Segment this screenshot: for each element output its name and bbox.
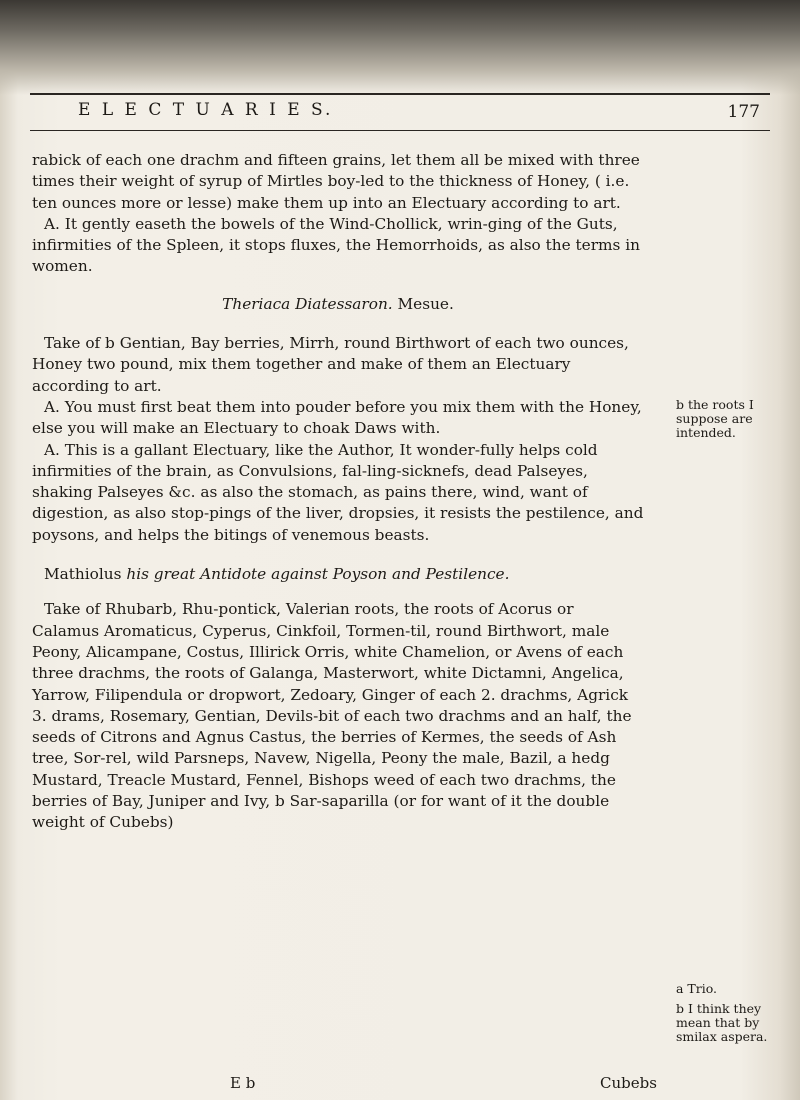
running-title: E L E C T U A R I E S.	[78, 100, 334, 120]
note-line: mean that by	[676, 1015, 760, 1030]
margin-note-roots	[676, 398, 754, 440]
heading-author: Mesue.	[392, 294, 454, 313]
signature-mark: E b	[230, 1074, 256, 1092]
page-top-shadow	[0, 0, 800, 95]
paragraph-theriaca-recipe: Take of b Gentian, Bay berries, Mirrh, round Birthwort of each two ounces, Honey two pound, mix them together and make of them an Electuary according to art.	[32, 334, 629, 395]
margin-note-smilax	[676, 1002, 767, 1044]
heading-title: Theriaca Diatessaron.	[222, 294, 393, 313]
main-text	[32, 150, 644, 834]
note-line: a Trio.	[676, 981, 718, 996]
running-header	[38, 100, 778, 140]
section-heading-theriaca	[32, 294, 644, 315]
top-rule	[30, 93, 770, 95]
section-heading-antidote	[32, 564, 644, 585]
note-line: intended.	[676, 425, 736, 440]
paragraph-virtues: A. It gently easeth the bowels of the Wind-Chollick, wrin-ging of the Guts, infirmities of the Spleen, it stops fluxes, the Hemorrhoids, as also the terms in women.	[32, 214, 640, 276]
page-number: 177	[727, 102, 760, 122]
note-line: b the roots I	[676, 397, 754, 412]
header-rule	[30, 130, 770, 131]
note-line: smilax aspera.	[676, 1029, 768, 1044]
paragraph-theriaca-virtues: A. This is a gallant Electuary, like the Author, It wonder-fully helps cold infirmities of the brain, as Convulsions, fal-ling-sicknefs, dead Palseyes, shaking Palseyes &c. as also the stomach, as pains there, wind, want of digestion, as also stop-pings of the liver, dropsies, it resists the pestilence, and poysons, and helps the bitings of venemous beasts.	[32, 440, 644, 544]
paragraph-antidote-recipe: Take of Rhubarb, Rhu-pontick, Valerian roots, the roots of Acorus or Calamus Aromaticus, Cyperus, Cinkfoil, Tormen-til, round Birthwort, male Peony, Alicampane, Costus, Illirick Orris, white Chamelion, or Avens of each three drachms, the roots of Galanga, Masterwort, white Dictamni, Angelica, Yarrow, Filipendula or dropwort, Zedoary, Ginger of each 2. drachms, Agrick 3. drams, Rosemary, Gentian, Devils-bit of each two drachms and an half, the seeds of Citrons and Agnus Castus, the berries of Kermes, the seeds of Ash tree, Sor-rel, wild Parsneps, Navew, Nigella, Peony the male, Bazil, a hedg Mustard, Treacle Mustard, Fennel, Bishops weed of each two drachms, the berries of Bay, Juniper and Ivy, b Sar-saparilla (or for want of it the double weight of Cubebs)	[32, 600, 632, 832]
heading-title: his great Antidote against Poyson and Pestilence.	[126, 565, 510, 584]
catchword: Cubebs	[600, 1074, 657, 1092]
paragraph-recipe-end: rabick of each one drachm and fifteen grains, let them all be mixed with three times their weight of syrup of Mirtles boy-led to the thickness of Honey, ( i.e. ten ounces more or lesse) make them up into an Electuary according to art.	[32, 151, 640, 212]
note-line: suppose are	[676, 411, 753, 426]
paragraph-theriaca-note: A. You must first beat them into pouder before you mix them with the Honey, else you will make an Electuary to choak Daws with.	[32, 397, 642, 438]
heading-author: Mathiolus	[44, 565, 127, 584]
margin-note-trio	[676, 982, 717, 996]
note-line: b I think they	[676, 1001, 762, 1016]
